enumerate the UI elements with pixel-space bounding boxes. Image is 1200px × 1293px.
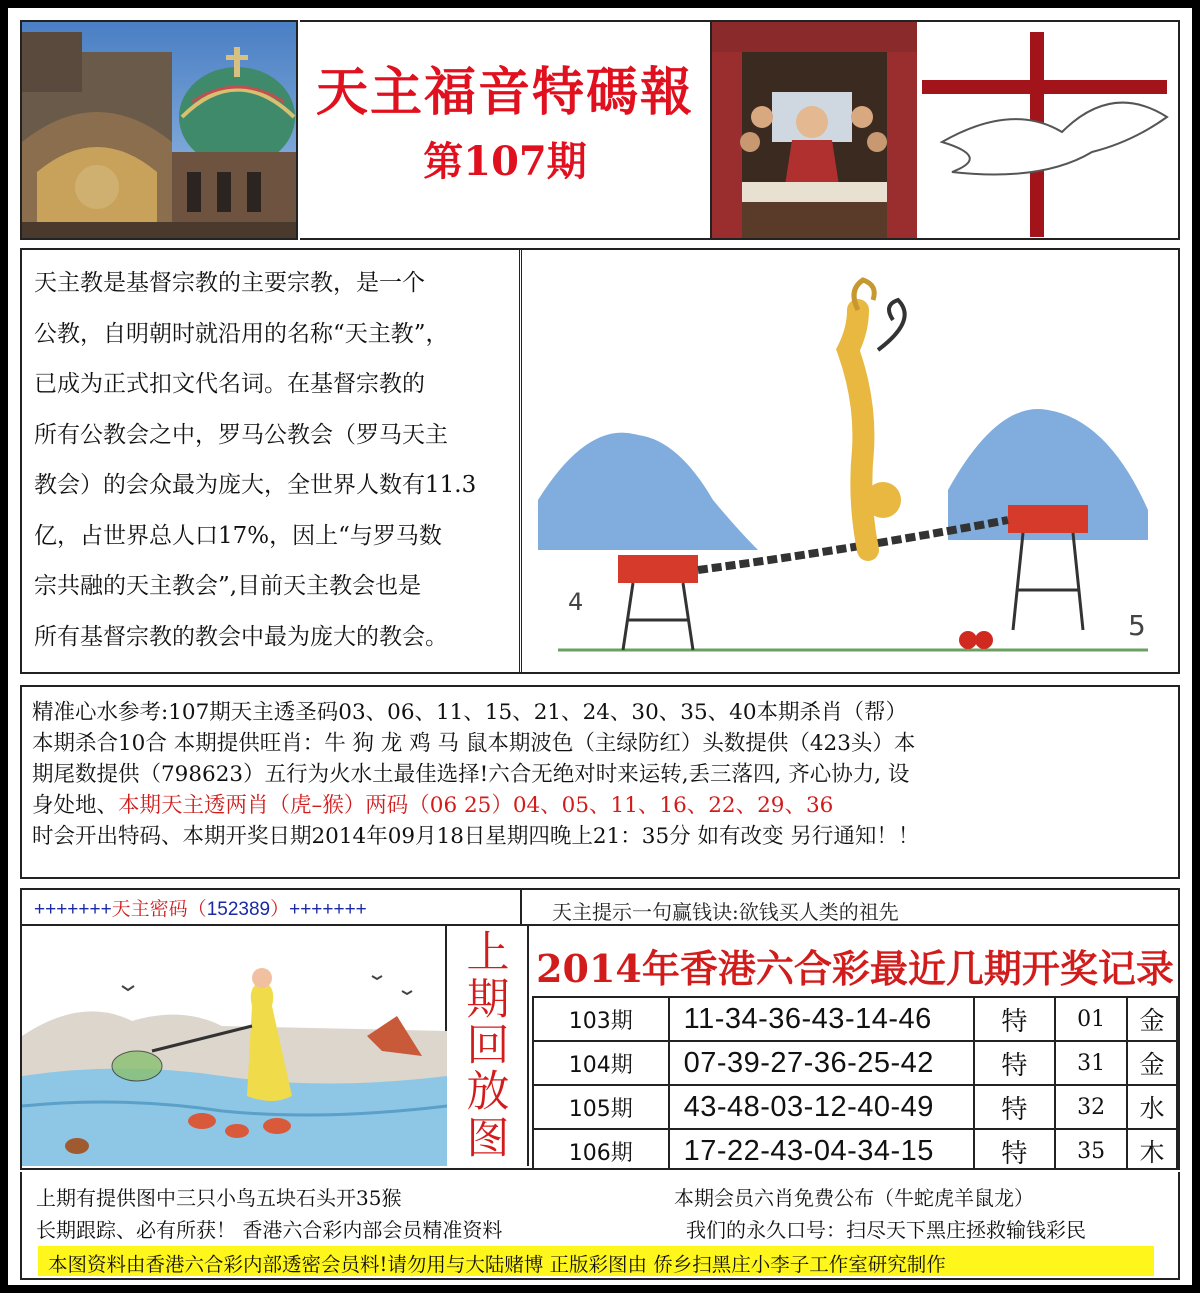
element-cell: 水 xyxy=(1127,1085,1177,1129)
intro-line: 所有公教会之中，罗马公教会（罗马天主 xyxy=(34,421,448,448)
numbers-cell: 07-39-27-36-25-42 xyxy=(669,1041,974,1085)
fisherman-cartoon xyxy=(22,926,447,1166)
element-cell: 金 xyxy=(1127,997,1177,1041)
issue-cell: 103期 xyxy=(533,997,669,1041)
last-issue-replay-label xyxy=(449,926,529,1166)
featured-picks: 本期天主透两肖（虎–猴）两码（06 25）04、05、11、16、22、29、36 xyxy=(118,793,834,818)
tracking-slogan: 长期跟踪、必有所获！ 香港六合彩内部会员精准资料 xyxy=(36,1218,503,1242)
vlabel-char: 图 xyxy=(466,1113,510,1164)
vlabel-char: 放 xyxy=(466,1067,510,1118)
right-platform xyxy=(1008,505,1088,533)
intro-article xyxy=(22,250,522,672)
monkey-tightrope-cartoon xyxy=(528,250,1178,672)
tips-line: 本期杀合10合 本期提供旺肖：牛 狗 龙 鸡 马 鼠本期波色（主绿防红）头数提供（423头）本 xyxy=(32,731,916,756)
vlabel-char: 上 xyxy=(466,928,510,979)
tips-section xyxy=(20,685,1180,879)
results-table xyxy=(532,996,1178,1170)
newspaper-title: 天主福音特碼報 xyxy=(315,62,694,123)
issue-cell: 106期 xyxy=(533,1129,669,1170)
special-number-cell: 31 xyxy=(1055,1041,1127,1085)
riddle-hint: 天主提示一句赢钱诀:欲钱买人类的祖先 xyxy=(552,900,899,924)
special-label-cell: 特 xyxy=(974,997,1056,1041)
tips-line: 精准心水参考:107期天主透圣码03、06、11、15、21、24、30、35、40本期杀肖（帮） xyxy=(32,700,908,725)
intro-line: 宗共融的天主教会”,目前天主教会也是 xyxy=(34,573,422,599)
table-row xyxy=(533,1085,1177,1129)
element-cell: 金 xyxy=(1127,1041,1177,1085)
code-value: 152389 xyxy=(206,899,271,920)
tips-line xyxy=(32,790,1168,821)
table-row xyxy=(533,1041,1177,1085)
special-number-cell: 32 xyxy=(1055,1085,1127,1129)
secret-code-row xyxy=(20,888,1180,926)
intro-line: 所有基督宗教的教会中最为庞大的教会。 xyxy=(34,623,448,650)
left-platform xyxy=(618,555,698,583)
intro-line: 天主教是基督宗教的主要宗教，是一个 xyxy=(34,270,425,296)
results-title: 2014年香港六合彩最近几期开奖记录 xyxy=(536,946,1174,991)
right-number: 5 xyxy=(1128,609,1146,642)
numbers-cell: 43-48-03-12-40-49 xyxy=(669,1085,974,1129)
special-label-cell: 特 xyxy=(974,1041,1056,1085)
tips-line: 期尾数提供（798623）五行为火水土最佳选择!六合无绝对时来运转,丢三落四, 齐心协力, 设 xyxy=(32,762,910,787)
member-zodiac-note: 本期会员六肖免费公布（牛蛇虎羊鼠龙） xyxy=(674,1186,1034,1210)
masthead xyxy=(300,20,710,240)
code-prefix: +++++++ xyxy=(34,899,112,920)
intro-line: 亿，占世界总人口17%，因上“与罗马数 xyxy=(34,522,442,549)
code-label-end: ） xyxy=(270,898,290,920)
intro-section xyxy=(20,248,1180,674)
motto: 我们的永久口号：扫尽天下黑庄拯救输钱彩民 xyxy=(686,1218,1086,1242)
code-label: 天主密码（ xyxy=(111,898,207,920)
tips-line-prefix: 身处地、 xyxy=(32,793,119,818)
results-section xyxy=(20,926,1180,1170)
special-number-cell: 01 xyxy=(1055,997,1127,1041)
special-number-cell: 35 xyxy=(1055,1129,1127,1170)
cathedral-photo xyxy=(20,20,298,240)
code-suffix: +++++++ xyxy=(289,899,367,920)
issue-cell: 105期 xyxy=(533,1085,669,1129)
table-row xyxy=(533,997,1177,1041)
table-row xyxy=(533,1129,1177,1170)
special-label-cell: 特 xyxy=(974,1085,1056,1129)
last-supper-and-cross-image xyxy=(710,20,1180,240)
special-label-cell: 特 xyxy=(974,1129,1056,1170)
issue-cell: 104期 xyxy=(533,1041,669,1085)
vlabel-char: 期 xyxy=(466,974,510,1025)
intro-line: 公教，自明朝时就沿用的名称“天主教”， xyxy=(34,320,449,347)
newspaper-page xyxy=(8,8,1192,1285)
numbers-cell: 11-34-36-43-14-46 xyxy=(669,997,974,1041)
element-cell: 木 xyxy=(1127,1129,1177,1170)
last-issue-note: 上期有提供图中三只小鸟五块石头开35猴 xyxy=(36,1186,402,1210)
issue-number: 第107期 xyxy=(423,138,587,185)
left-number: 4 xyxy=(568,588,584,616)
footer xyxy=(20,1172,1180,1280)
footer-banner: 本图资料由香港六合彩内部透密会员料!请勿用与大陆赌博 正版彩图由 侨乡扫黑庄小李子工作室研究制作 xyxy=(38,1246,1154,1276)
tips-line: 时会开出特码、本期开奖日期2014年09月18日星期四晚上21：35分 如有改变 另行通知！！ xyxy=(32,824,920,849)
secret-code xyxy=(22,890,522,924)
intro-line: 教会）的会众最为庞大，全世界人数有11.3 xyxy=(34,472,477,498)
numbers-cell: 17-22-43-04-34-15 xyxy=(669,1129,974,1170)
vlabel-char: 回 xyxy=(466,1020,510,1071)
intro-line: 已成为正式扣文代名词。在基督宗教的 xyxy=(34,371,425,397)
